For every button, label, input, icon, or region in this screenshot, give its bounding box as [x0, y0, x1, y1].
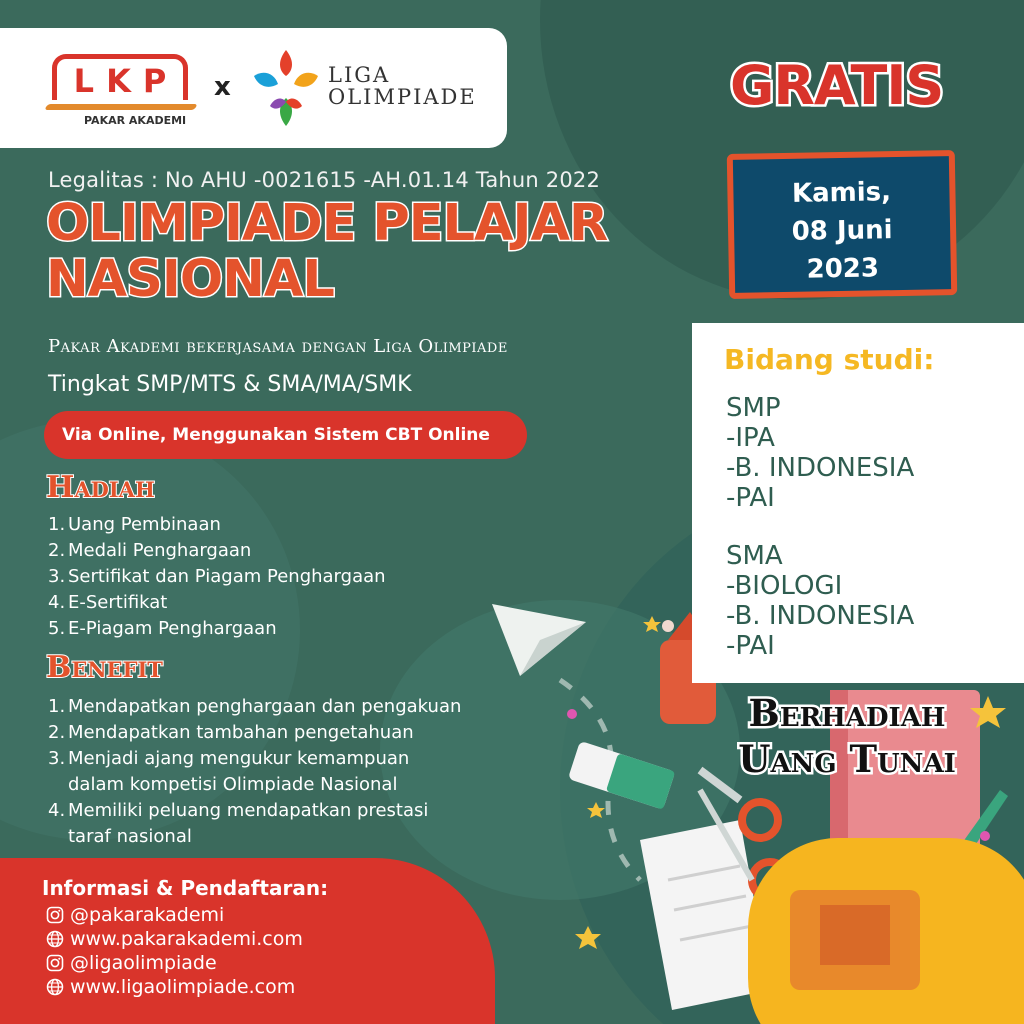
dot-decoration [980, 831, 990, 841]
eraser-icon [568, 741, 675, 810]
contact-website-pakarakademi[interactable] [46, 928, 303, 950]
level-subtitle: Tingkat SMP/MTS & SMA/MA/SMK [48, 372, 412, 397]
main-title [46, 196, 607, 308]
item-number: 4. [48, 592, 66, 613]
bidang-studi-heading: Bidang studi: [724, 343, 935, 376]
item-text: Uang Pembinaan [68, 514, 221, 535]
list-item [48, 512, 386, 538]
smp-label: SMP [726, 393, 781, 423]
item-text: Mendapatkan penghargaan dan pengakuan [68, 696, 462, 717]
list-item [48, 564, 386, 590]
online-mode-badge: Via Online, Menggunakan Sistem CBT Online [44, 411, 527, 459]
item-number: 5. [48, 618, 66, 639]
title-line-2: NASIONAL [46, 250, 334, 309]
benefit-heading: Benefit [46, 650, 163, 685]
item-text: Mendapatkan tambahan pengetahuan [68, 722, 414, 743]
list-item: -PAI [726, 631, 775, 661]
item-number: 3. [48, 566, 66, 587]
item-number: 1. [48, 514, 66, 535]
item-number: 1. [48, 696, 66, 717]
item-number: 4. [48, 800, 66, 821]
list-item: -B. INDONESIA [726, 453, 915, 483]
item-text: Sertifikat dan Piagam Penghargaan [68, 566, 386, 587]
item-text: Memiliki peluang mendapatkan prestasi [68, 800, 429, 821]
lkp-logo [46, 54, 196, 127]
logo-bar [0, 28, 507, 148]
bidang-studi-list [726, 393, 914, 661]
list-item [48, 590, 386, 616]
globe-icon [46, 930, 64, 948]
event-date-board [727, 150, 957, 299]
list-item [48, 746, 461, 798]
contact-instagram-ligaolimpiade[interactable] [46, 952, 217, 974]
lkp-logo-text: LKP [73, 62, 179, 100]
contact-heading: Informasi & Pendaftaran: [42, 876, 329, 900]
liga-logo-line2: OLIMPIADE [328, 85, 477, 109]
list-item: -B. INDONESIA [726, 601, 915, 631]
liga-logo-line1: LIGA [328, 63, 391, 87]
legal-info: Legalitas : No AHU -0021615 -AH.01.14 Tahun 2022 [48, 168, 601, 192]
list-item [48, 720, 461, 746]
contact-website-ligaolimpiade[interactable] [46, 976, 295, 998]
liga-olimpiade-logo-icon [248, 46, 324, 130]
item-number: 2. [48, 722, 66, 743]
contact-instagram-pakarakademi[interactable] [46, 904, 224, 926]
item-text-cont: dalam kompetisi Olimpiade Nasional [68, 774, 398, 795]
item-text-wrap [68, 746, 409, 798]
list-item: -PAI [726, 483, 775, 513]
bidang-studi-panel [692, 323, 1024, 683]
list-item [48, 694, 461, 720]
instagram-icon [46, 954, 64, 972]
list-item [48, 616, 386, 642]
item-number: 3. [48, 748, 66, 769]
spacer [726, 513, 914, 541]
cash-prize-line2: Uang Tunai [738, 737, 956, 781]
sma-label: SMA [726, 541, 783, 571]
list-item: -IPA [726, 423, 775, 453]
globe-icon [46, 978, 64, 996]
contact-text: @ligaolimpiade [70, 952, 217, 974]
item-text: Menjadi ajang mengukur kemampuan [68, 748, 410, 769]
contact-info-box [0, 858, 495, 1024]
benefit-list [48, 694, 461, 850]
contact-text: www.ligaolimpiade.com [70, 976, 296, 998]
cash-prize-line1: Berhadiah [748, 691, 946, 735]
contact-text: @pakarakademi [70, 904, 225, 926]
instagram-icon [46, 906, 64, 924]
item-text: E-Piagam Penghargaan [68, 618, 277, 639]
event-day: Kamis, [791, 177, 892, 209]
contact-text: www.pakarakademi.com [70, 928, 303, 950]
item-text-wrap [68, 798, 428, 850]
title-line-1: OLIMPIADE PELAJAR [46, 194, 608, 253]
cash-prize-banner [706, 690, 988, 782]
partnership-subtitle: Pakar Akademi bekerjasama dengan Liga Olimpiade [48, 336, 508, 357]
logo-separator: x [214, 72, 231, 102]
item-text: E-Sertifikat [68, 592, 168, 613]
lkp-logo-swoosh [44, 104, 197, 110]
hadiah-list [48, 512, 386, 642]
list-item [48, 538, 386, 564]
dot-decoration [567, 709, 577, 719]
item-text: Medali Penghargaan [68, 540, 252, 561]
event-date: 08 Juni [791, 215, 893, 247]
list-item: -BIOLOGI [726, 571, 843, 601]
item-number: 2. [48, 540, 66, 561]
hadiah-heading: Hadiah [46, 470, 155, 505]
liga-olimpiade-logo-text [328, 64, 477, 108]
gratis-badge: GRATIS [730, 54, 944, 117]
backpack-icon [748, 838, 1024, 1024]
event-year: 2023 [806, 253, 880, 285]
item-text-cont: taraf nasional [68, 826, 192, 847]
list-item [48, 798, 461, 850]
lkp-logo-subtitle: PAKAR AKADEMI [84, 114, 187, 127]
paper-plane-icon [492, 604, 586, 676]
